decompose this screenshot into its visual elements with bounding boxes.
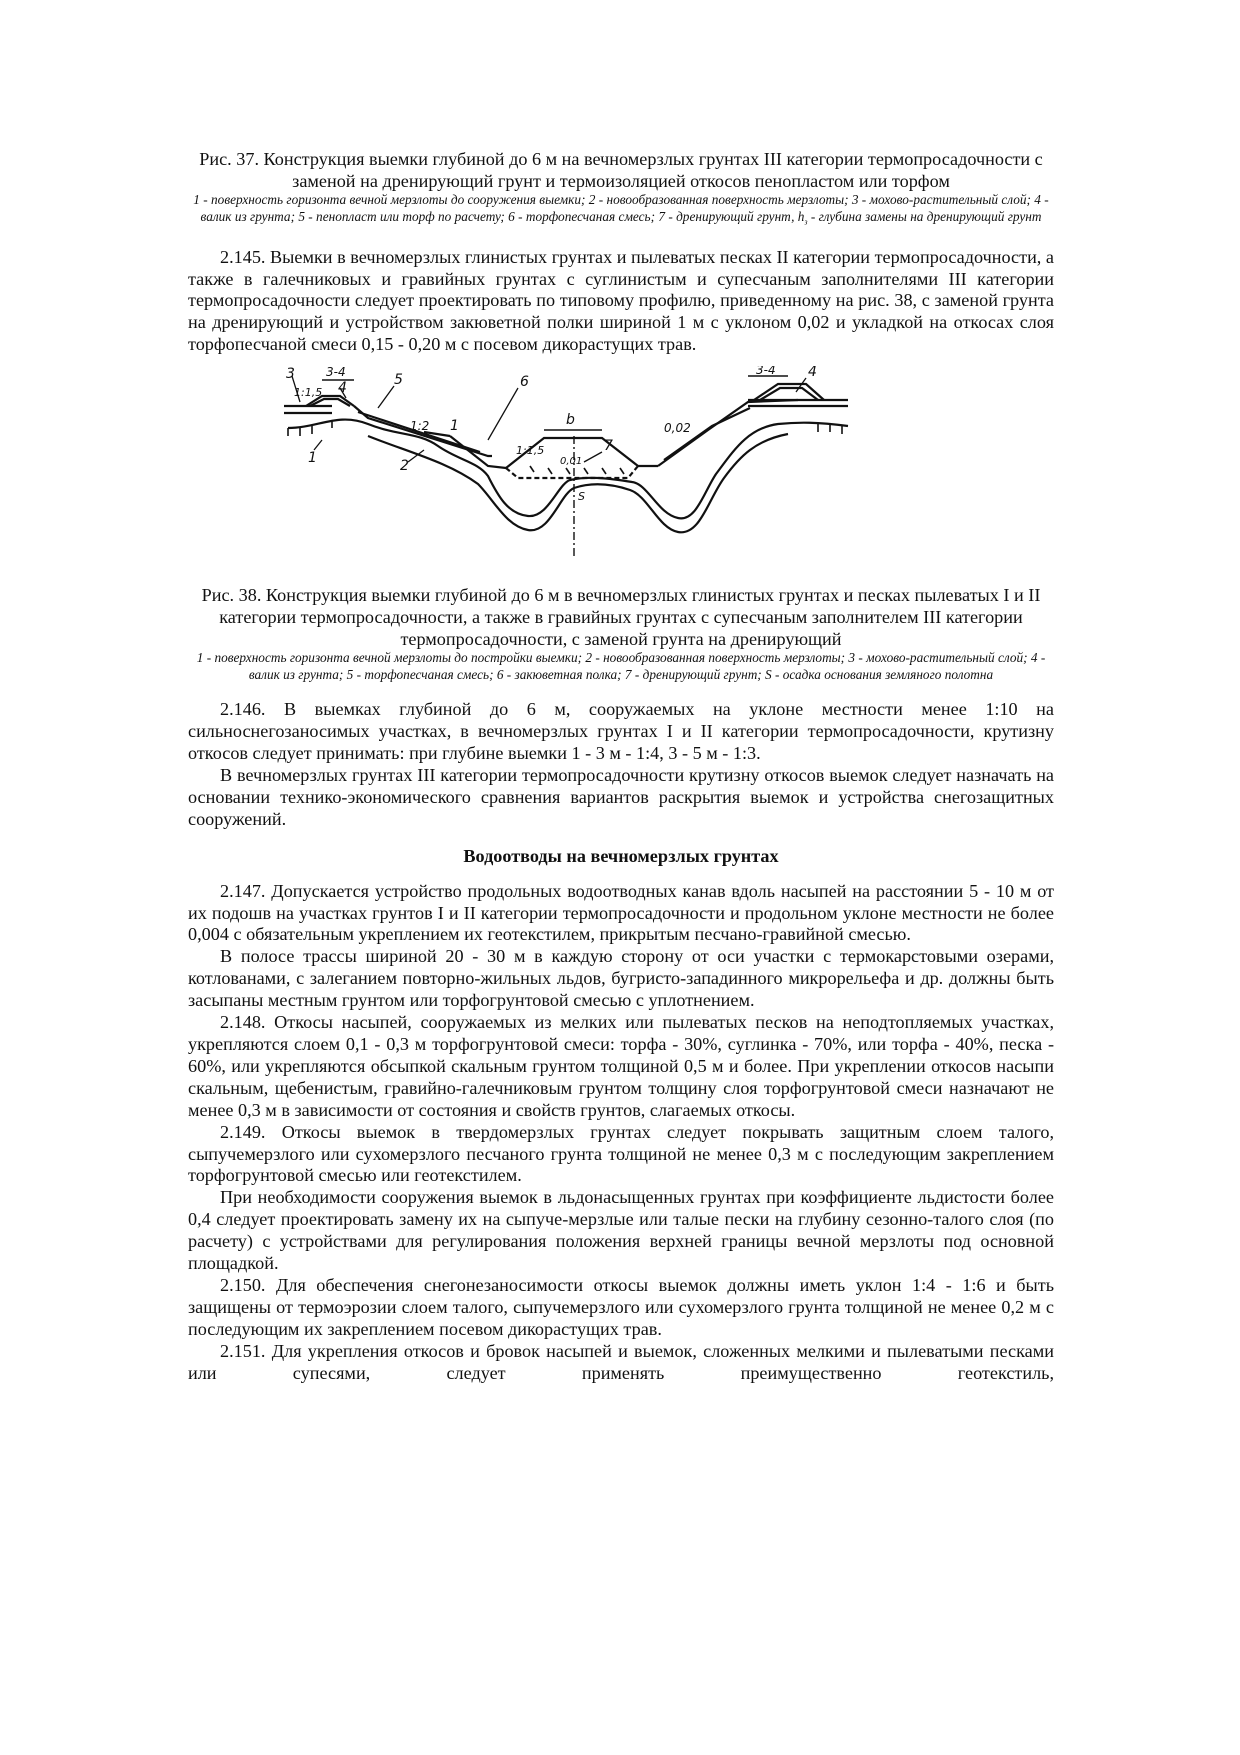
cutting-cross-section-diagram [188, 366, 1054, 558]
paragraph-2-147-cont: В полосе трассы шириной 20 - 30 м в каждую сторону от оси участки с термокарстовыми озерами, котлованами, с залеганием повторно-жильных льдов, бугристо-западинного микрорельефа и др. должны быть засыпаны местным грунтом или торфогрунтовой смесью с уплотнением. [188, 946, 1054, 1011]
paragraph-2-148: 2.148. Откосы насыпей, сооружаемых из мелких или пылеватых песков на неподтопляемых участках, укрепляются слоем 0,1 - 0,3 м торфогрунтовой смеси: торфа - 30%, суглинка - 70%, или торфа - 40%, песка - 60%, или укрепляются обсыпкой скальным грунтом толщиной 0,5 м и более. При укреплении откосов насыпи скальным, щебенистым, гравийно-галечниковым грунтом толщину слоя торфогрунтовой смеси назначают не менее 0,3 м в зависимости от состояния и свойств грунтов, слагаемых откосы. [188, 1012, 1054, 1120]
paragraph-2-147: 2.147. Допускается устройство продольных водоотводных канав вдоль насыпей на расстоянии 5 - 10 м от их подошв на участках грунтов I и II категории термопросадочности и продольном уклоне местности не более 0,004 с обязательным укреплением их геотекстилем, прикрытым песчано-гравийной смесью. [188, 880, 1054, 945]
figure-38-drawing [188, 366, 1054, 558]
fig38-label-34b: 3-4 [756, 366, 776, 378]
fig38-label-dim: 0,01 [560, 456, 583, 468]
fig38-label-4b: 4 [808, 366, 817, 381]
figure-37-title: Рис. 37. Конструкция выемки глубиной до 6 м на вечномерзлых грунтах III категории термопросадочности с заменой на дренирующий грунт и термоизоляцией откосов пенопластом или торфом [199, 149, 1043, 191]
paragraph-2-149: 2.149. Откосы выемок в твердомерзлых грунтах следует покрывать защитным слоем талого, сыпучемерзлого или сухомерзлого песчаного грунта толщиной не менее 0,3 м с последующим закреплением торфогрунтовой смесью или геотекстилем. [188, 1121, 1054, 1186]
fig38-label-slope-12: 1:2 [410, 419, 430, 434]
paragraph-2-145: 2.145. Выемки в вечномерзлых глинистых грунтах и пылеватых песках II категории термопросадочности, а также в галечниковых и гравийных грунтах с суглинистым и супесчаным заполнителями III категории термопросадочности следует проектировать по типовому профилю, приведенному на рис. 38, с заменой грунта на дренирующий и устройством закюветной полки шириной 1 м с уклоном 0,02 и укладкой на откосах слоя торфопесчаной смеси 0,15 - 0,20 м с посевом дикорастущих трав. [188, 246, 1054, 355]
fig38-label-34a: 3-4 [326, 366, 346, 380]
figure-37-legend-part-a: 1 - поверхность горизонта вечной мерзлоты до сооружения выемки; 2 - новообразованная поверхность мерзлоты; 3 - мохово-растительный слой; 4 - валик из грунта; 5 - пенопласт или торф по расчету; 6 - торфопесчаная смесь; 7 - дренирующий грунт, h [193, 192, 1049, 224]
fig38-label-grade: 0,02 [664, 421, 691, 436]
figure-37-legend [188, 192, 1054, 231]
paragraph-2-149-cont: При необходимости сооружения выемок в льдонасыщенных грунтах при коэффициенте льдистости более 0,4 следует проектировать замену их на сыпуче-мерзлые или талые пески на глубину сезонно-талого слоя (по расчету) с устройствами для регулирования положения верхней границы вечной мерзлоты под основной площадкой. [188, 1187, 1054, 1274]
figure-37-legend-subscript: з [804, 217, 808, 227]
fig38-label-2: 2 [400, 458, 409, 475]
figure-37-caption [188, 148, 1054, 231]
fig38-label-s: S [578, 490, 585, 504]
figure-38-caption [188, 584, 1054, 683]
fig38-label-5: 5 [394, 372, 403, 389]
figure-38-title: Рис. 38. Конструкция выемки глубиной до 6 м в вечномерзлых глинистых грунтах и песках пылеватых I и II категории термопросадочности, а также в гравийных грунтах с супесчаным заполнителем III категории термопросадочности, с заменой грунта на дренирующий [201, 585, 1041, 650]
figure-37-legend-part-b: - глубина замены на дренирующий грунт [807, 208, 1042, 224]
fig38-label-b: b [566, 412, 575, 429]
document-page [188, 148, 1054, 1384]
fig38-label-slope-15a: 1:1,5 [294, 386, 323, 400]
fig38-label-7: 7 [604, 438, 613, 455]
fig38-label-4a: 4 [338, 380, 347, 397]
paragraph-2-146: 2.146. В выемках глубиной до 6 м, сооружаемых на уклоне местности менее 1:10 на сильноснегозаносимых участках, в вечномерзлых грунтах I и II категории термопросадочности, крутизну откосов следует принимать: при глубине выемки 1 - 3 м - 1:4, 3 - 5 м - 1:3. [188, 699, 1054, 763]
fig38-label-3: 3 [286, 366, 295, 383]
paragraph-2-146-cont: В вечномерзлых грунтах III категории термопросадочности крутизну откосов выемок следует назначать на основании технико-экономического сравнения вариантов раскрытия выемок и устройства снегозащитных сооружений. [188, 764, 1054, 829]
fig38-label-1: 1 [308, 450, 317, 467]
fig38-label-6: 6 [520, 374, 529, 391]
paragraph-2-151: 2.151. Для укрепления откосов и бровок насыпей и выемок, сложенных мелкими и пылеватыми песками или супесями, следует применять преимущественно геотекстиль, [188, 1340, 1054, 1383]
paragraph-2-150: 2.150. Для обеспечения снегонезаносимости откосы выемок должны иметь уклон 1:4 - 1:6 и быть защищены от термоэрозии слоем талого, сыпучемерзлого или сухомерзлого грунта толщиной не менее 0,2 м с последующим их закреплением посевом дикорастущих трав. [188, 1274, 1054, 1339]
fig38-label-slope-15b: 1:1,5 [516, 444, 545, 458]
figure-38-legend: 1 - поверхность горизонта вечной мерзлоты до постройки выемки; 2 - новообразованная поверхность мерзлоты; 3 - мохово-растительный слой; 4 - валик из грунта; 5 - торфопесчаная смесь; 6 - закюветная полка; 7 - дренирующий грунт; S - осадка основания земляного полотна [196, 650, 1046, 682]
section-heading: Водоотводы на вечномерзлых грунтах [463, 845, 779, 866]
fig38-label-1-upper: 1 [450, 418, 459, 435]
